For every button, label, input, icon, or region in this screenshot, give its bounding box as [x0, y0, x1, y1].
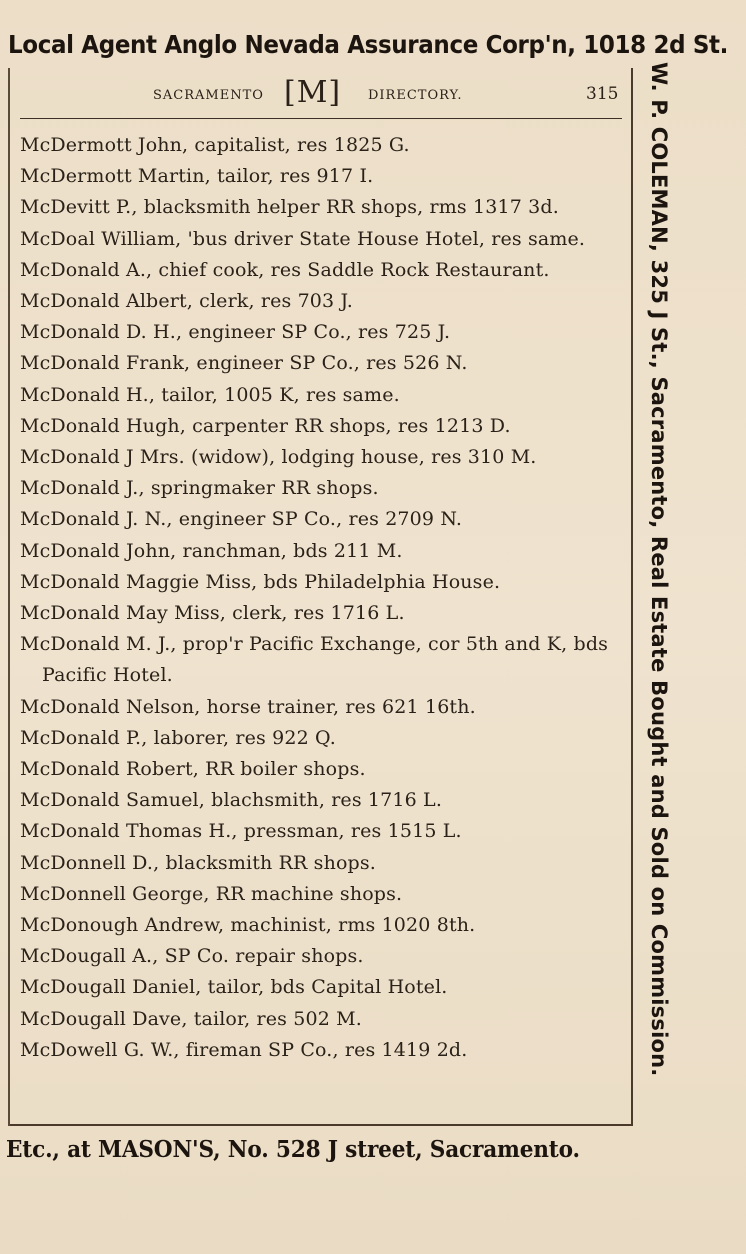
running-head-city: SACRAMENTO — [153, 88, 264, 103]
directory-entry: McDonald A., chief cook, res Saddle Rock Restaurant. — [20, 258, 550, 281]
directory-entry: McDougall Daniel, tailor, bds Capital Hotel. — [20, 976, 448, 999]
directory-entries — [20, 130, 628, 1066]
top-advertisement-banner: Local Agent Anglo Nevada Assurance Corp'n, 1018 2d St. — [8, 30, 729, 59]
right-margin-banner — [637, 62, 681, 1132]
directory-entry: McDonald Albert, clerk, res 703 J. — [20, 290, 353, 313]
directory-entry: McDonald Robert, RR boiler shops. — [20, 758, 366, 781]
directory-entry: McDonald Maggie Miss, bds Philadelphia House. — [20, 570, 501, 593]
directory-entry: McDonald H., tailor, 1005 K, res same. — [20, 383, 400, 406]
running-head-title: DIRECTORY. — [368, 88, 463, 103]
directory-entry: McDonald John, ranchman, bds 211 M. — [20, 539, 403, 562]
directory-entry: McDonald D. H., engineer SP Co., res 725 J. — [20, 321, 451, 344]
directory-entry: McDowell G. W., fireman SP Co., res 1419 2d. — [20, 1038, 468, 1061]
directory-entry: McDonnell D., blacksmith RR shops. — [20, 851, 376, 874]
directory-entry: McDonald Hugh, carpenter RR shops, res 1213 D. — [20, 414, 511, 437]
page-number: 315 — [586, 84, 619, 104]
directory-entry: McDonald Frank, engineer SP Co., res 526 N. — [20, 352, 468, 375]
directory-entry: McDermott Martin, tailor, res 917 I. — [20, 165, 374, 188]
directory-entry: McDougall A., SP Co. repair shops. — [20, 945, 364, 968]
right-advertisement-text: W. P. COLEMAN, 325 J St., Sacramento, Real Estate Bought and Sold on Commission. — [647, 62, 671, 1077]
directory-entry: McDonald P., laborer, res 922 Q. — [20, 726, 336, 749]
directory-entry: McDonnell George, RR machine shops. — [20, 882, 403, 905]
directory-entry: McDonald Nelson, horse trainer, res 621 16th. — [20, 695, 476, 718]
directory-entry: McDonald J. N., engineer SP Co., res 2709 N. — [20, 508, 463, 531]
header-rule — [20, 118, 622, 119]
running-head — [20, 74, 622, 114]
directory-entry: McDoal William, 'bus driver State House Hotel, res same. — [20, 227, 586, 250]
directory-entry: McDonald May Miss, clerk, res 1716 L. — [20, 602, 405, 625]
directory-entry: McDonald J., springmaker RR shops. — [20, 477, 379, 500]
directory-entry: McDonald J Mrs. (widow), lodging house, res 310 M. — [20, 446, 537, 469]
left-margin-rule — [8, 68, 10, 1126]
directory-entry: McDermott John, capitalist, res 1825 G. — [20, 134, 410, 156]
directory-entry: McDonough Andrew, machinist, rms 1020 8th. — [20, 914, 476, 937]
running-head-letter: [M] — [284, 75, 342, 110]
directory-entry: McDougall Dave, tailor, res 502 M. — [20, 1007, 362, 1030]
directory-entry: McDonald Thomas H., pressman, res 1515 L. — [20, 820, 462, 843]
directory-entry: McDonald M. J., prop'r Pacific Exchange, cor 5th and K, bds Pacific Hotel. — [20, 633, 609, 687]
bottom-advertisement-banner: Etc., at MASON'S, No. 528 J street, Sacramento. — [6, 1136, 580, 1163]
directory-entry: McDonald Samuel, blachsmith, res 1716 L. — [20, 789, 443, 812]
directory-entry: McDevitt P., blacksmith helper RR shops, rms 1317 3d. — [20, 196, 559, 219]
